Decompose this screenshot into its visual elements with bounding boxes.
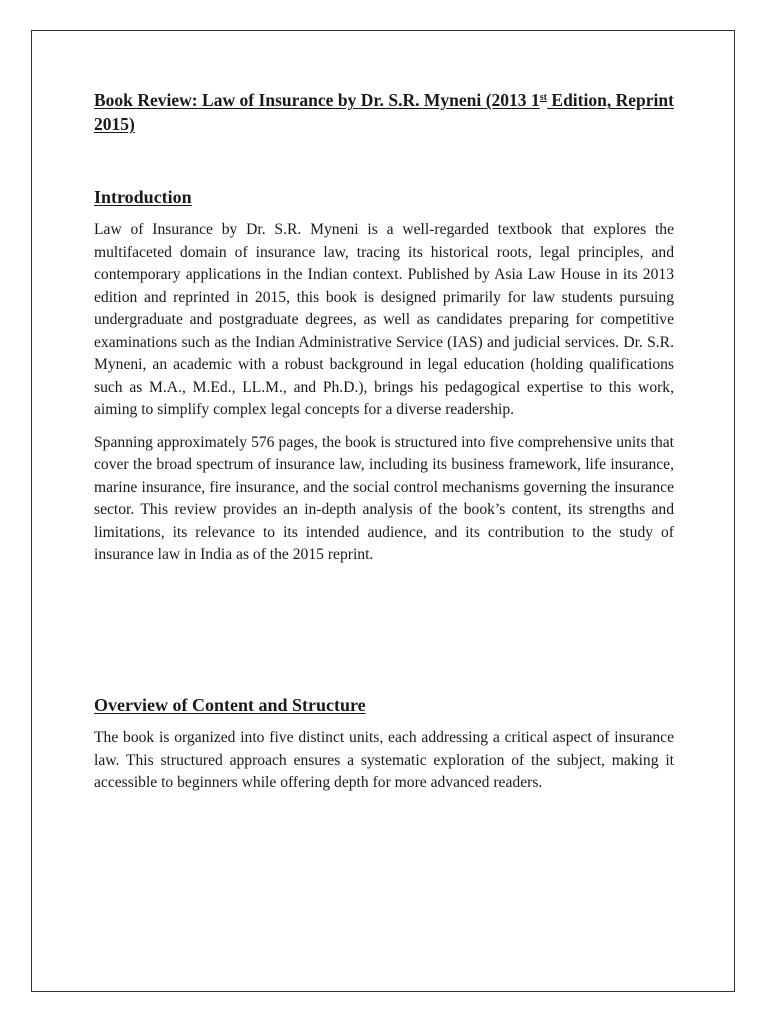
section-heading: Overview of Content and Structure: [94, 695, 366, 715]
paragraph: Law of Insurance by Dr. S.R. Myneni is a well-regarded textbook that explores the multifaceted domain of insurance law, tracing its historical roots, legal principles, and contemporary applications in the Indian context. Published by Asia Law House in its 2013 edition and reprinted in 2015, this book is designed primarily for law students pursuing undergraduate and postgraduate degrees, as well as candidates preparing for competitive examinations such as the Indian Administrative Service (IAS) and judicial services. Dr. S.R. Myneni, an academic with a robust background in legal education (holding qualifications such as M.A., M.Ed., LL.M., and Ph.D.), brings his pedagogical expertise to this work, aiming to simplify complex legal concepts for a diverse readership.: [94, 221, 674, 418]
title-text-end: Edition, Reprint 2015): [94, 90, 674, 134]
document-page: [31, 30, 735, 992]
section-introduction: [94, 185, 674, 567]
title-superscript: st: [539, 92, 547, 103]
section-overview: [94, 693, 674, 795]
section-heading: Introduction: [94, 187, 192, 207]
paragraph: The book is organized into five distinct units, each addressing a critical aspect of insurance law. This structured approach ensures a systematic exploration of the subject, making it accessible to beginners while offering depth for more advanced readers.: [94, 729, 674, 791]
paragraph: Spanning approximately 576 pages, the book is structured into five comprehensive units that cover the broad spectrum of insurance law, including its business framework, life insurance, marine insurance, fire insurance, and the social control mechanisms governing the insurance sector. This review provides an in-depth analysis of the book’s content, its strengths and limitations, its relevance to its intended audience, and its contribution to the study of insurance law in India as of the 2015 reprint.: [94, 433, 674, 563]
document-title: [94, 88, 674, 136]
title-text-main: Book Review: Law of Insurance by Dr. S.R. Myneni (2013 1: [94, 90, 540, 110]
